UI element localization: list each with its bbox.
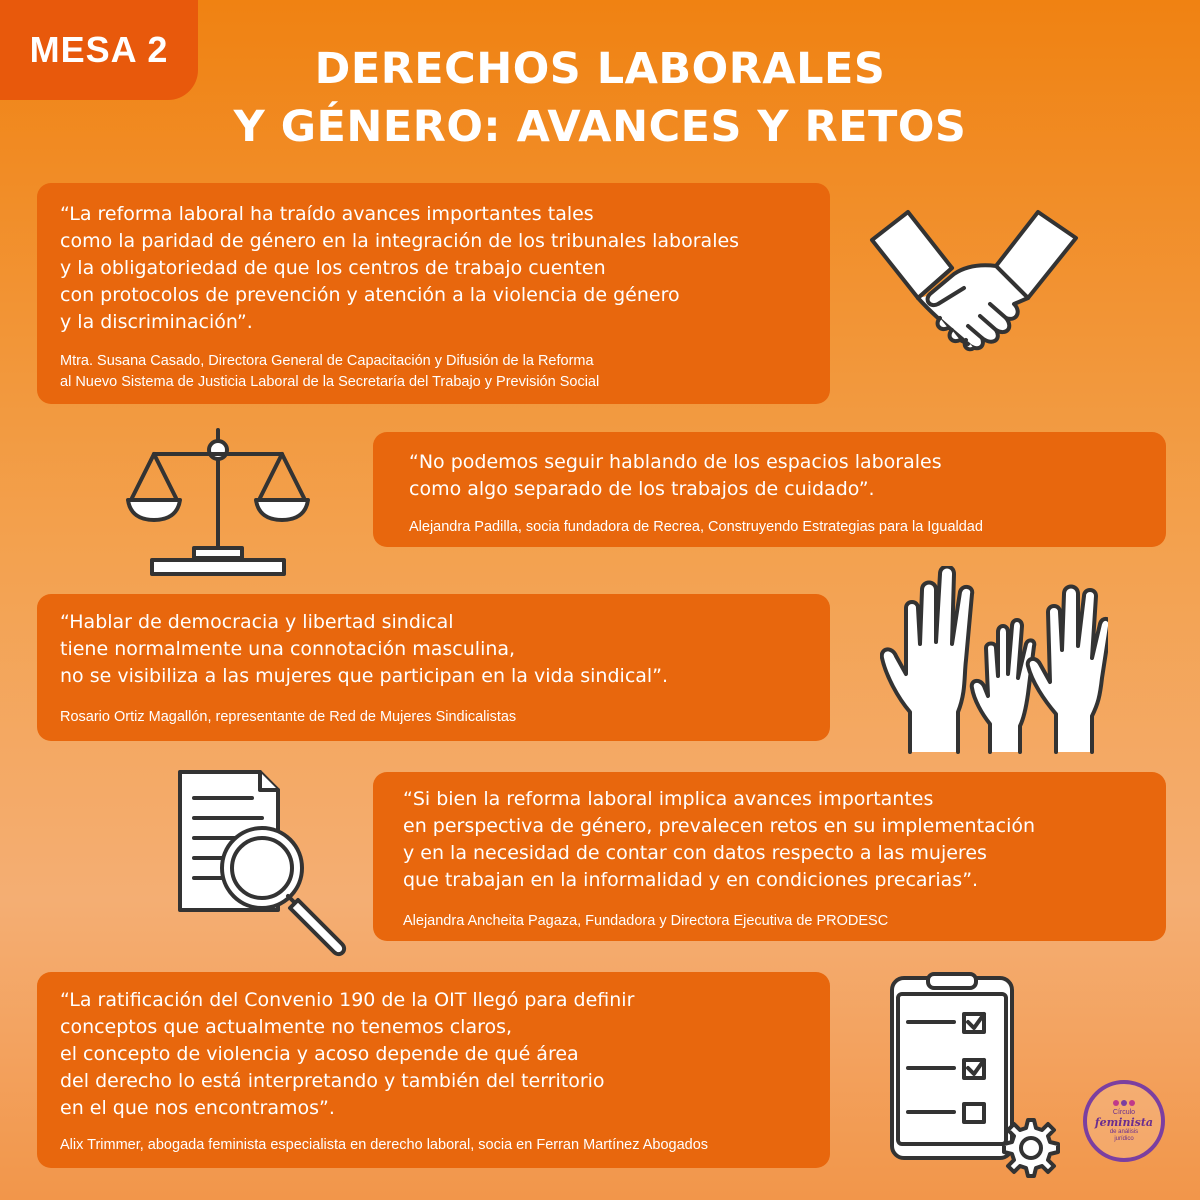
quote-author-3: Rosario Ortiz Magallón, representante de Red de Mujeres Sindicalistas	[60, 709, 517, 725]
page-title-line-2: Y GÉNERO: AVANCES Y RETOS	[233, 102, 967, 152]
quote-author-1: Mtra. Susana Casado, Directora General de Capacitación y Difusión de la Reforma al Nuevo Sistema de Justicia Laboral de la Secretaría del Trabajo y Previsión Social	[60, 353, 600, 390]
quote-card-5	[37, 972, 830, 1168]
page-title	[160, 40, 1040, 156]
quote-text-1: “La reforma laboral ha traído avances importantes tales como la paridad de género en la integración de los tribunales laborales y la obligatoriedad de que los centros de trabajo cuenten con protocolos de prevención y atención a la violencia de género y la discriminación”.	[60, 203, 740, 333]
quote-author-2: Alejandra Padilla, socia fundadora de Recrea, Construyendo Estrategias para la Igualdad	[409, 519, 983, 535]
scales-icon	[124, 422, 312, 584]
quote-text-4: “Si bien la reforma laboral implica avances importantes en perspectiva de género, prevalecen retos en su implementación y en la necesidad de contar con datos respecto a las mujeres que trabajan en la informalidad y en condiciones precarias”.	[403, 788, 1036, 891]
mesa-badge-label: MESA 2	[29, 29, 169, 70]
quote-text-3: “Hablar de democracia y libertad sindical tiene normalmente una connotación masculina, no se visibiliza a las mujeres que participan en la vida sindical”.	[60, 611, 669, 687]
logo-figures-icon	[1113, 1100, 1135, 1106]
quote-text-2: “No podemos seguir hablando de los espacios laborales como algo separado de los trabajos de cuidado”.	[409, 451, 942, 500]
quote-card-1	[37, 183, 830, 404]
circulo-feminista-logo	[1083, 1080, 1165, 1162]
checklist-gear-icon	[888, 972, 1066, 1182]
logo-line-1: Círculo	[1112, 1108, 1136, 1116]
raised-hands-icon	[880, 566, 1108, 754]
page-title-line-1: DERECHOS LABORALES	[314, 44, 886, 94]
quote-card-3	[37, 594, 830, 741]
quote-author-5: Alix Trimmer, abogada feminista especialista en derecho laboral, socia en Ferran Martínez Abogados	[60, 1137, 709, 1153]
quote-card-2	[373, 432, 1166, 547]
quote-card-4	[373, 772, 1166, 941]
logo-line-3: de análisis jurídico	[1109, 1128, 1139, 1142]
quote-text-5: “La ratificación del Convenio 190 de la OIT llegó para definir conceptos que actualmente no tenemos claros, el concepto de violencia y acoso depende de qué área del derecho lo está interpretando y también del territorio en el que nos encontramos”.	[60, 989, 635, 1119]
document-search-icon	[174, 768, 354, 960]
handshake-icon	[868, 208, 1080, 376]
logo-line-2: feminista	[1094, 1115, 1154, 1129]
quote-author-4: Alejandra Ancheita Pagaza, Fundadora y Directora Ejecutiva de PRODESC	[403, 913, 889, 929]
